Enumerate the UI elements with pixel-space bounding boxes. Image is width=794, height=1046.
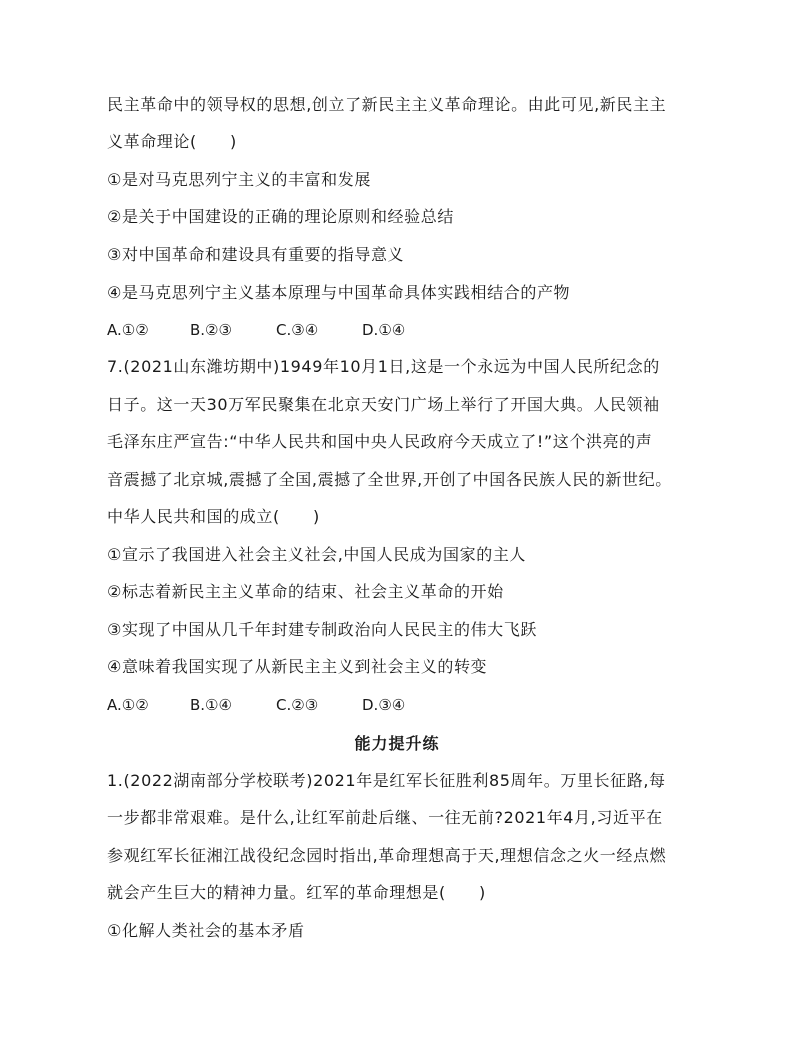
statement-1: ①宣示了我国进入社会主义社会,中国人民成为国家的主人 [107, 545, 527, 564]
question-1-line: 一步都非常艰难。是什么,让红军前赴后继、一往无前?2021年4月,习近平在 [107, 808, 663, 827]
question-text-line: 民主革命中的领导权的思想,创立了新民主主义革命理论。由此可见,新民主主 [107, 95, 667, 114]
answer-options [107, 320, 405, 340]
question-text-line: 义革命理论( ) [107, 132, 237, 151]
option-a: A.①② [107, 321, 149, 339]
statement-4: ④意味着我国实现了从新民主主义到社会主义的转变 [107, 657, 488, 676]
option-b: B.②③ [190, 321, 232, 339]
option-d: D.③④ [362, 696, 406, 714]
section-heading: 能力提升练 [354, 734, 440, 753]
question-7-line: 中华人民共和国的成立( ) [107, 507, 320, 526]
statement-2: ②是关于中国建设的正确的理论原则和经验总结 [107, 207, 454, 226]
answer-options [107, 695, 405, 715]
option-c: C.③④ [276, 321, 319, 339]
option-b: B.①④ [190, 696, 232, 714]
question-1-line: 参观红军长征湘江战役纪念园时指出,革命理想高于天,理想信念之火一经点燃 [107, 846, 667, 865]
option-a: A.①② [107, 696, 149, 714]
statement-1: ①是对马克思列宁主义的丰富和发展 [107, 170, 371, 189]
statement-1: ①化解人类社会的基本矛盾 [107, 921, 305, 940]
question-1-line: 就会产生巨大的精神力量。红军的革命理想是( ) [107, 883, 486, 902]
question-7-line: 7.(2021山东潍坊期中)1949年10月1日,这是一个永远为中国人民所纪念的 [107, 357, 660, 376]
statement-3: ③对中国革命和建设具有重要的指导意义 [107, 245, 405, 264]
option-c: C.②③ [276, 696, 319, 714]
option-d: D.①④ [362, 321, 406, 339]
statement-4: ④是马克思列宁主义基本原理与中国革命具体实践相结合的产物 [107, 283, 571, 302]
question-1-line: 1.(2022湖南部分学校联考)2021年是红军长征胜利85周年。万里长征路,每 [107, 771, 666, 790]
statement-3: ③实现了中国从几千年封建专制政治向人民民主的伟大飞跃 [107, 620, 537, 639]
question-7-line: 毛泽东庄严宣告:“中华人民共和国中央人民政府今天成立了!”这个洪亮的声 [107, 432, 653, 451]
statement-2: ②标志着新民主主义革命的结束、社会主义革命的开始 [107, 582, 504, 601]
question-7-line: 音震撼了北京城,震撼了全国,震撼了全世界,开创了中国各民族人民的新世纪。 [107, 470, 672, 489]
question-7-line: 日子。这一天30万军民聚集在北京天安门广场上举行了开国大典。人民领袖 [107, 395, 660, 414]
